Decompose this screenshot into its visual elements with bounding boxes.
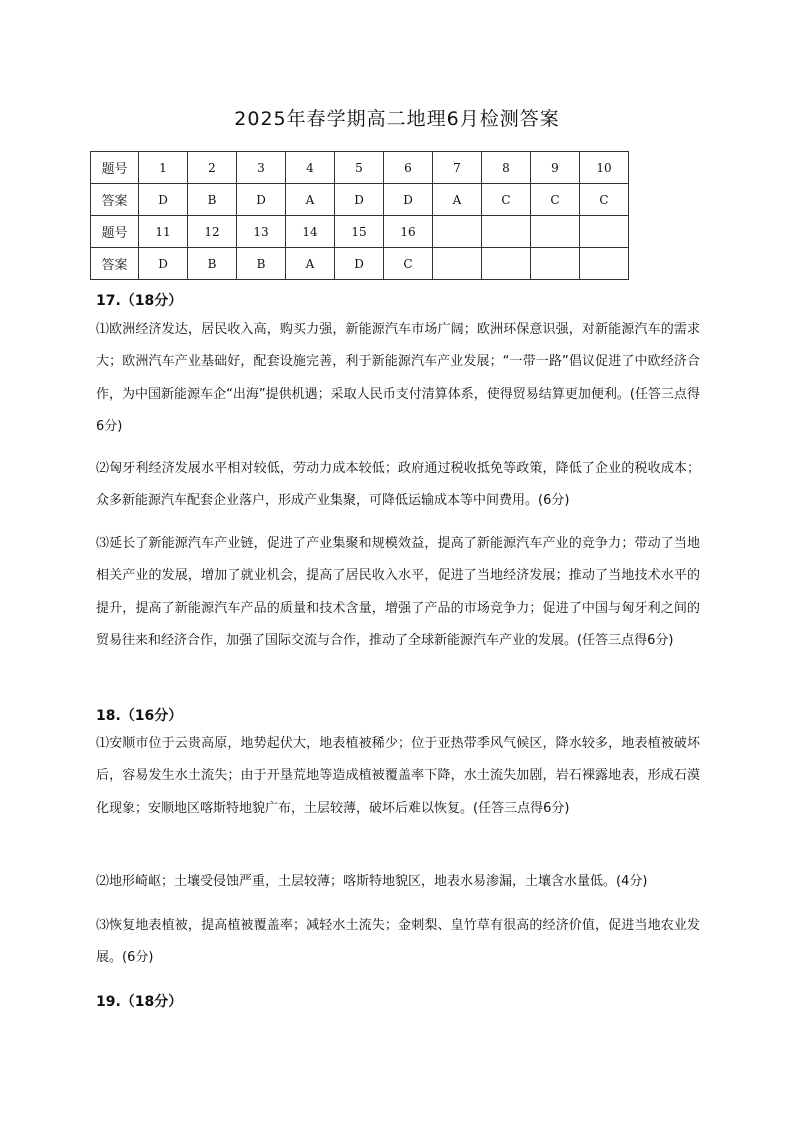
answer-table-cell: B	[237, 248, 286, 280]
q17-part3: ⑶延长了新能源汽车产业链，促进了产业集聚和规模效益，提高了新能源汽车产业的竞争力；带动了当地相关产业的发展，增加了就业机会，提高了居民收入水平，促进了当地经济发展；推动了当地技术水平的提升，提高了新能源汽车产品的质量和技术含量，增强了产品的市场竞争力；促进了中国与匈牙利之间的贸易往来和经济合作，加强了国际交流与合作，推动了全球新能源汽车产业的发展。(任答三点得6分)	[96, 536, 700, 648]
answer-table-cell: 8	[482, 152, 531, 184]
answer-table-cell: 11	[139, 216, 188, 248]
answer-table-cell: 15	[335, 216, 384, 248]
answer-table-cell: C	[531, 184, 580, 216]
answer-table-cell: C	[580, 184, 629, 216]
answer-table-row-label: 题号	[91, 216, 139, 248]
answer-table-cell: 2	[188, 152, 237, 184]
answer-table-cell: 6	[384, 152, 433, 184]
q17-part1: ⑴欧洲经济发达，居民收入高，购买力强，新能源汽车市场广阔；欧洲环保意识强，对新能源汽车的需求大；欧洲汽车产业基础好，配套设施完善，利于新能源汽车产业发展；“一带一路”倡议促进了中欧经济合作，为中国新能源车企“出海”提供机遇；采取人民币支付清算体系，使得贸易结算更加便利。(任答三点得6分)	[96, 322, 700, 434]
answer-table-cell: A	[286, 248, 335, 280]
q17-heading: 17.（18分）	[96, 293, 183, 309]
answer-table-cell: D	[237, 184, 286, 216]
answer-table-cell: 9	[531, 152, 580, 184]
answer-table-cell: A	[433, 184, 482, 216]
q18-heading: 18.（16分）	[96, 708, 183, 724]
answer-table-cell: 16	[384, 216, 433, 248]
answer-table-row-label: 答案	[91, 184, 139, 216]
answer-table-cell: B	[188, 248, 237, 280]
answer-table-cell: D	[139, 184, 188, 216]
answer-table-cell: B	[188, 184, 237, 216]
q17-part2: ⑵匈牙利经济发展水平相对较低，劳动力成本较低；政府通过税收抵免等政策，降低了企业的税收成本；众多新能源汽车配套企业落户，形成产业集聚，可降低运输成本等中间费用。(6分)	[96, 461, 700, 509]
answer-table-cell: D	[335, 184, 384, 216]
answer-table-cell: D	[384, 184, 433, 216]
answer-table-cell: 7	[433, 152, 482, 184]
answer-table-cell: 12	[188, 216, 237, 248]
answer-table-cell	[433, 216, 482, 248]
answer-table-cell	[482, 248, 531, 280]
answer-table-row	[91, 152, 629, 184]
answer-table-cell: C	[384, 248, 433, 280]
answer-table-cell: C	[482, 184, 531, 216]
answer-table-cell: 4	[286, 152, 335, 184]
answer-table-cell: A	[286, 184, 335, 216]
answer-table-cell	[531, 216, 580, 248]
answer-table-cell	[433, 248, 482, 280]
answer-table-cell: 10	[580, 152, 629, 184]
answer-table-cell: D	[335, 248, 384, 280]
page-title: 2025年春学期高二地理6月检测答案	[234, 108, 560, 130]
answer-table-cell: 13	[237, 216, 286, 248]
q18-part1: ⑴安顺市位于云贵高原，地势起伏大，地表植被稀少；位于亚热带季风气候区，降水较多，地表植被破坏后，容易发生水土流失；由于开垦荒地等造成植被覆盖率下降，水土流失加剧，岩石裸露地表，形成石漠化现象；安顺地区喀斯特地貌广布，土层较薄，破坏后难以恢复。(任答三点得6分)	[96, 736, 700, 816]
answer-table-cell: 1	[139, 152, 188, 184]
answer-table-cell: 14	[286, 216, 335, 248]
answer-table-cell	[531, 248, 580, 280]
answer-table-cell: 3	[237, 152, 286, 184]
answer-table-cell	[580, 216, 629, 248]
answer-table	[90, 151, 629, 280]
answer-table-cell: D	[139, 248, 188, 280]
answer-table-row-label: 答案	[91, 248, 139, 280]
q19-heading: 19.（18分）	[96, 994, 183, 1010]
answer-table-row	[91, 248, 629, 280]
q18-part3: ⑶恢复地表植被，提高植被覆盖率；减轻水土流失；金刺梨、皇竹草有很高的经济价值，促进当地农业发展。(6分)	[96, 918, 700, 966]
answer-table-cell: 5	[335, 152, 384, 184]
answer-table-row	[91, 184, 629, 216]
answer-table-row	[91, 216, 629, 248]
answer-table-row-label: 题号	[91, 152, 139, 184]
answer-table-cell	[580, 248, 629, 280]
answer-table-cell	[482, 216, 531, 248]
q18-part2: ⑵地形崎岖；土壤受侵蚀严重，土层较薄；喀斯特地貌区，地表水易渗漏，土壤含水量低。(4分)	[96, 874, 648, 889]
